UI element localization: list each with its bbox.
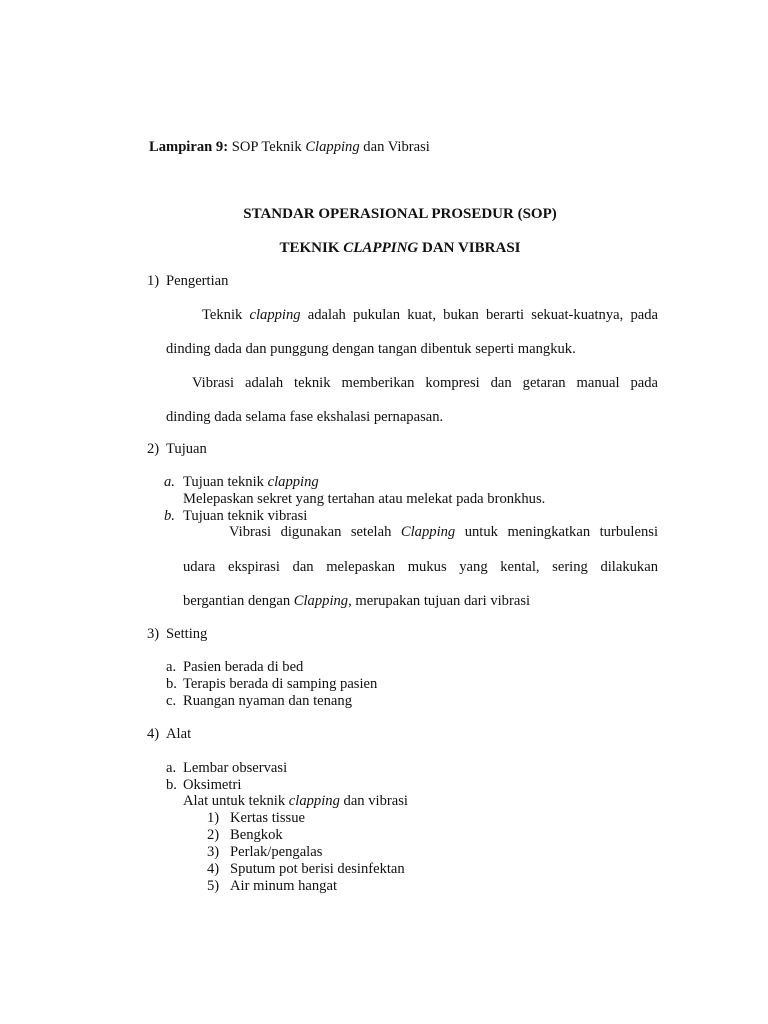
- goal-b-line-1: [229, 524, 658, 541]
- definition-clapping-line-2: dinding dada dan punggung dengan tangan dibentuk seperti mangkuk.: [166, 341, 576, 357]
- goal-b-l3-italic: Clapping: [293, 593, 349, 609]
- goal-b-line-3: [183, 593, 530, 610]
- tool-list-item-2: Bengkok: [230, 827, 283, 843]
- goal-b-marker-text: b.: [164, 508, 175, 524]
- p1-post: adalah pukulan kuat, bukan berarti sekuat-kuatnya, pada: [300, 307, 658, 323]
- tool-list-marker-4: 4): [207, 861, 220, 877]
- attachment-text-1: SOP Teknik: [231, 139, 306, 155]
- definition-clapping-line-1: [202, 307, 658, 324]
- section-3-heading: Setting: [166, 626, 208, 642]
- goal-a-italic: clapping: [267, 474, 319, 490]
- tool-list-item-3: Perlak/pengalas: [230, 844, 323, 860]
- tool-sub-italic: clapping: [288, 793, 340, 809]
- section-1-heading: Pengertian: [166, 273, 229, 289]
- attachment-heading: [149, 139, 430, 156]
- tool-list-marker-5: 5): [207, 878, 220, 894]
- section-1-number: 1): [147, 273, 160, 289]
- tool-item-b: Oksimetri: [183, 777, 242, 793]
- section-2-number: 2): [147, 441, 160, 457]
- goal-b-l1-pre: Vibrasi digunakan setelah: [229, 524, 401, 540]
- attachment-label: Lampiran 9:: [149, 139, 229, 155]
- definition-vibrasi-line-1: Vibrasi adalah teknik memberikan kompresi dan getaran manual pada: [192, 375, 658, 391]
- goal-b-line-2: udara ekspirasi dan melepaskan mukus yang kental, sering dilakukan: [183, 559, 658, 575]
- setting-item-c: Ruangan nyaman dan tenang: [183, 693, 352, 709]
- goal-b-l3-pre: bergantian dengan: [183, 593, 294, 609]
- section-4-heading: Alat: [166, 726, 192, 742]
- tool-item-a: Lembar observasi: [183, 760, 288, 776]
- goal-b-l1-italic: Clapping: [400, 524, 456, 540]
- section-4-number: 4): [147, 726, 160, 742]
- goal-b-marker: [164, 508, 175, 525]
- document-title: STANDAR OPERASIONAL PROSEDUR (SOP): [243, 206, 557, 222]
- tool-list-marker-2: 2): [207, 827, 220, 843]
- tool-list-item-1: Kertas tissue: [230, 810, 305, 826]
- definition-vibrasi-line-2: dinding dada selama fase ekshalasi pernapasan.: [166, 409, 444, 425]
- tool-sub-heading: [183, 793, 408, 810]
- subtitle-pre: TEKNIK: [279, 240, 344, 256]
- setting-marker-a: a.: [166, 659, 177, 675]
- tool-list-marker-1: 1): [207, 810, 220, 826]
- goal-a-label: [183, 474, 319, 491]
- p1-pre: Teknik: [202, 307, 250, 323]
- document-subtitle: [0, 240, 768, 257]
- tool-sub-pre: Alat untuk teknik: [183, 793, 289, 809]
- subtitle-post: DAN VIBRASI: [418, 240, 521, 256]
- section-2-heading: Tujuan: [166, 441, 207, 457]
- setting-marker-b: b.: [166, 676, 177, 692]
- goal-b-l1-post: untuk meningkatkan turbulensi: [455, 524, 658, 540]
- setting-marker-c: c.: [166, 693, 177, 709]
- goal-a-marker: [164, 474, 175, 491]
- section-3-number: 3): [147, 626, 160, 642]
- setting-item-b: Terapis berada di samping pasien: [183, 676, 378, 692]
- goal-b-label: Tujuan teknik vibrasi: [183, 508, 308, 524]
- tool-list-marker-3: 3): [207, 844, 220, 860]
- subtitle-italic: CLAPPING: [343, 240, 419, 256]
- goal-a-marker-text: a.: [164, 474, 175, 490]
- tool-list-item-5: Air minum hangat: [230, 878, 338, 894]
- goal-a-pre: Tujuan teknik: [183, 474, 268, 490]
- tool-list-item-4: Sputum pot berisi desinfektan: [230, 861, 405, 877]
- setting-item-a: Pasien berada di bed: [183, 659, 304, 675]
- goal-a-body: Melepaskan sekret yang tertahan atau melekat pada bronkhus.: [183, 491, 546, 507]
- tool-marker-b: b.: [166, 777, 177, 793]
- attachment-text-2: dan Vibrasi: [359, 139, 430, 155]
- goal-b-l3-post: , merupakan tujuan dari vibrasi: [348, 593, 531, 609]
- tool-sub-post: dan vibrasi: [339, 793, 408, 809]
- tool-marker-a: a.: [166, 760, 177, 776]
- attachment-italic: Clapping: [305, 139, 360, 155]
- p1-italic: clapping: [249, 307, 301, 323]
